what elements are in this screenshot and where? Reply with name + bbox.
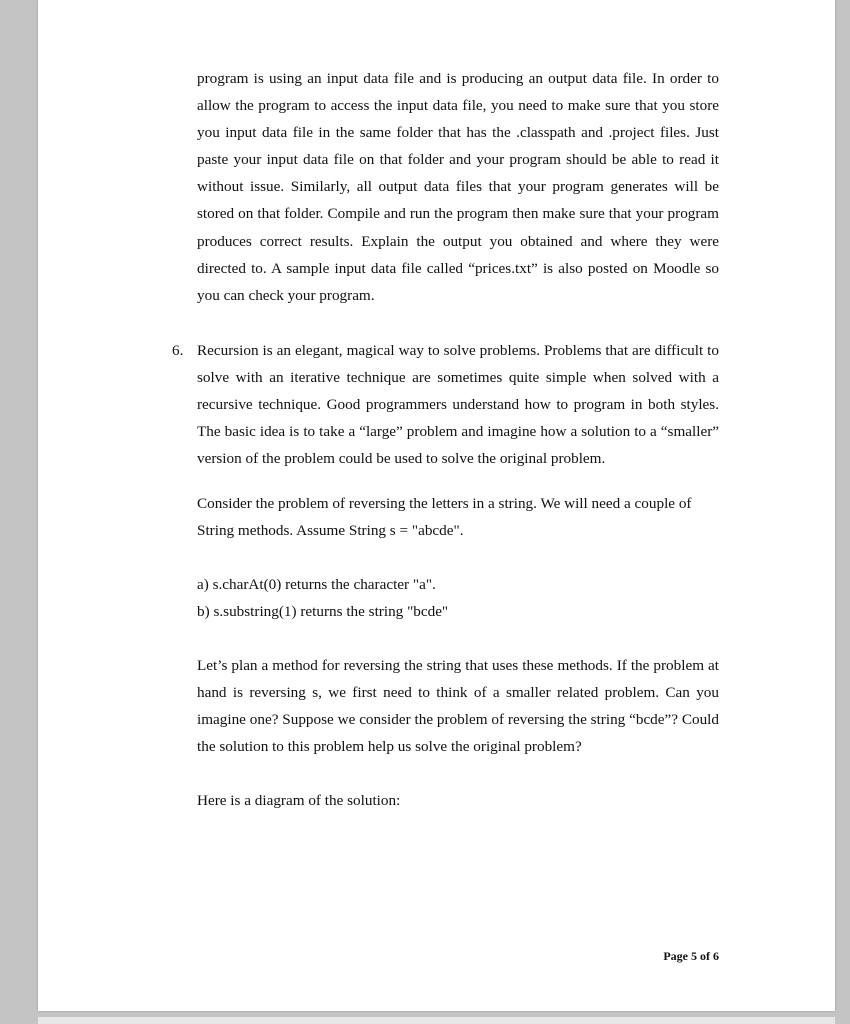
paragraph-plan-method: Let’s plan a method for reversing the string that uses these methods. If the problem at hand is reversing s, we first need to think of a smaller related problem. Can you imagine one? Suppose we consider the problem of reversing the string “bcde”? Could the solution to this problem help us solve the original problem? bbox=[197, 657, 719, 756]
method-charat-line: a) s.charAt(0) returns the character "a". bbox=[197, 576, 436, 593]
page-number: Page 5 of 6 bbox=[663, 949, 719, 963]
list-item-number: 6. bbox=[172, 342, 184, 359]
paragraph-recursion-intro: Recursion is an elegant, magical way to solve problems. Problems that are difficult to solve with an iterative technique are sometimes quite simple when solved with a recursive technique. Good programmers understand how to program in both styles. The basic idea is to take a “large” problem and imagine how a solution to a “smaller” version of the problem could be used to solve the original problem. bbox=[197, 342, 719, 468]
next-page-edge bbox=[38, 1017, 835, 1024]
document-page bbox=[38, 0, 835, 1011]
method-substring-line: b) s.substring(1) returns the string "bcde" bbox=[197, 603, 449, 620]
paragraph-reverse-string-problem: Consider the problem of reversing the letters in a string. We will need a couple of String methods. Assume String s = "abcde". bbox=[197, 495, 692, 540]
paragraph-input-file-instructions: program is using an input data file and is producing an output data file. In order to allow the program to access the input data file, you need to make sure that you store you input data file in the same folder that has the .classpath and .project files. Just paste your input data file on that folder and your program should be able to read it without issue. Similarly, all output data files that your program generates will be stored on that folder. Compile and run the program then make sure that your program produces correct results. Explain the output you obtained and where they were directed to. A sample input data file called “prices.txt” is also posted on Moodle so you can check your program. bbox=[197, 70, 719, 304]
paragraph-diagram-intro: Here is a diagram of the solution: bbox=[197, 792, 401, 809]
